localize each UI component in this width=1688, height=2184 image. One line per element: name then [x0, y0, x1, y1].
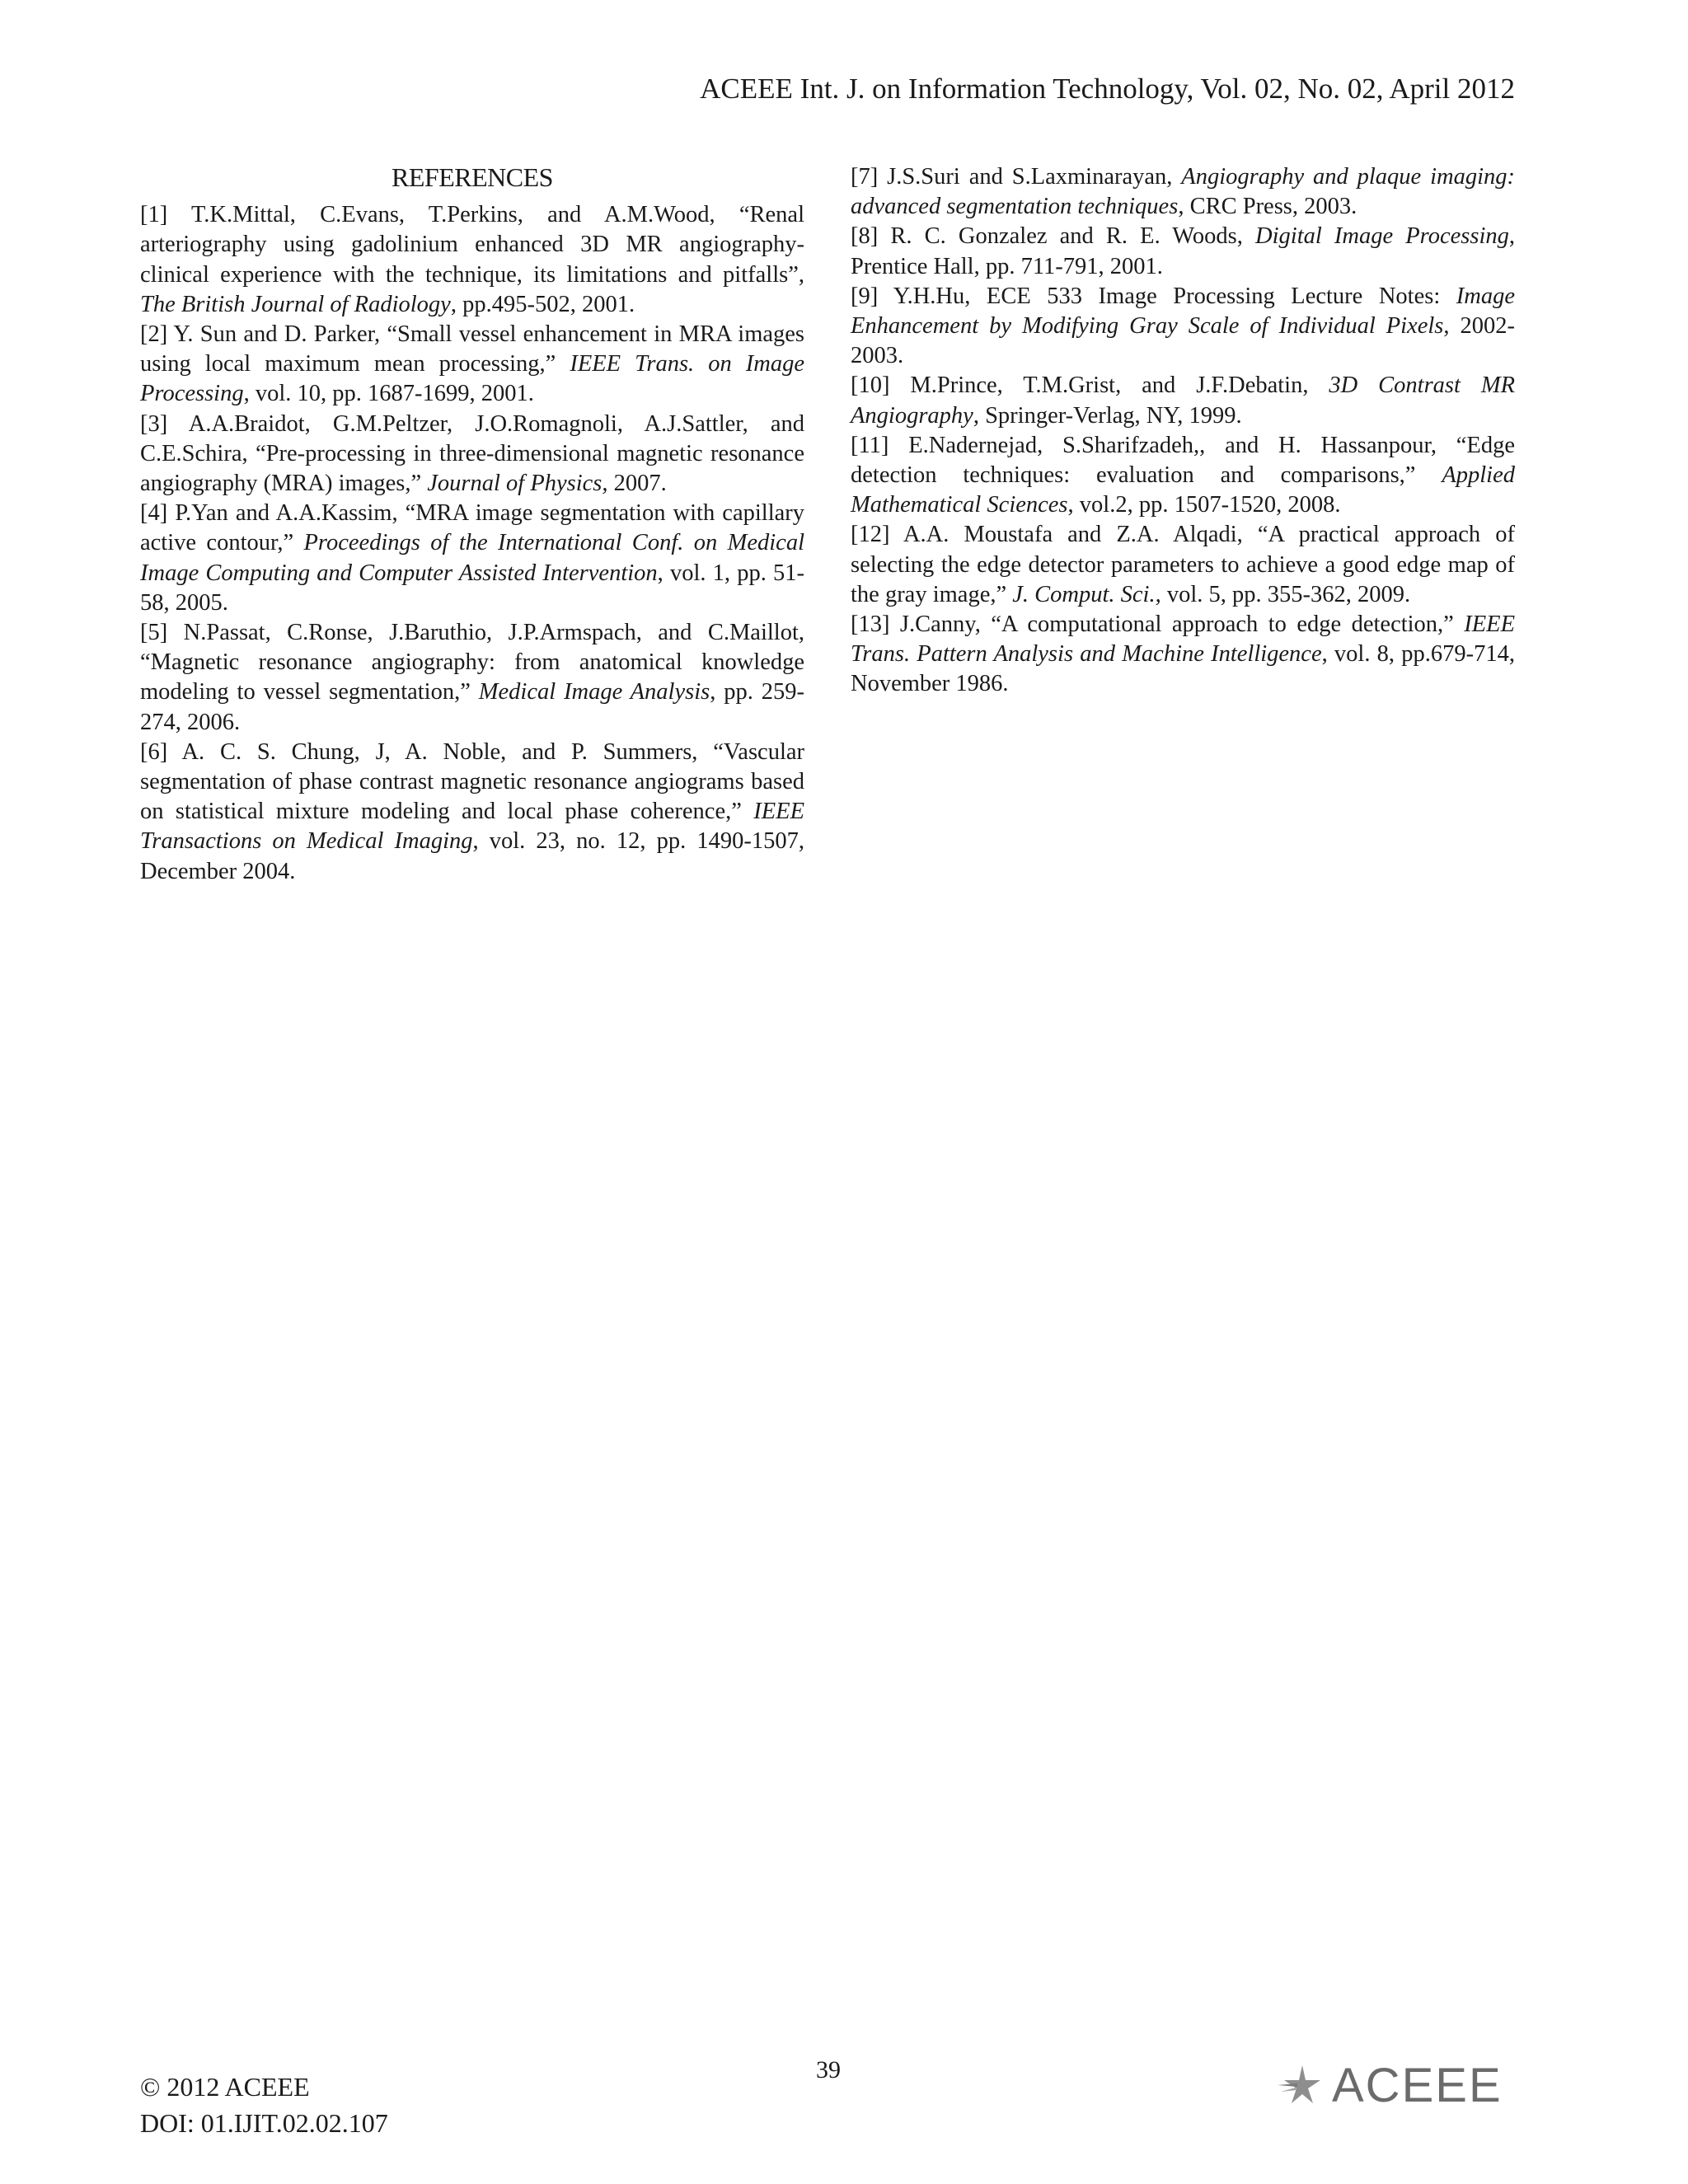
references-column-right [851, 162, 1515, 700]
copyright-text: © 2012 ACEEE [140, 2072, 310, 2102]
aceee-logo [1278, 2060, 1503, 2110]
reference-3: [3] A.A.Braidot, G.M.Peltzer, J.O.Romagnoli, A.J.Sattler, and C.E.Schira, “Pre-processing in three-dimensional magnetic resonance angiography (MRA) images,” Journal of Physics, 2007. [140, 410, 804, 497]
reference-7: [7] J.S.Suri and S.Laxminarayan, Angiography and plaque imaging: advanced segmentation techniques, CRC Press, 2003. [851, 164, 1515, 220]
reference-10: [10] M.Prince, T.M.Grist, and J.F.Debatin, 3D Contrast MR Angiography, Springer-Verlag, NY, 1999. [851, 373, 1515, 429]
reference-11: [11] E.Nadernejad, S.Sharifzadeh,, and H. Hassanpour, “Edge detection techniques: evaluation and comparisons,” Applied Mathematical Sciences, vol.2, pp. 1507-1520, 2008. [851, 432, 1515, 518]
reference-9: [9] Y.H.Hu, ECE 533 Image Processing Lecture Notes: Image Enhancement by Modifying Gray Scale of Individual Pixels, 2002-2003. [851, 283, 1515, 369]
journal-header: ACEEE Int. J. on Information Technology, Vol. 02, No. 02, April 2012 [700, 73, 1515, 105]
reference-6: [6] A. C. S. Chung, J, A. Noble, and P. Summers, “Vascular segmentation of phase contrast magnetic resonance angiograms based on statistical mixture modeling and local phase coherence,” IEEE Transactions on Medical Imaging, vol. 23, no. 12, pp. 1490-1507, December 2004. [140, 738, 804, 884]
references-heading: REFERENCES [392, 162, 553, 192]
reference-5: [5] N.Passat, C.Ronse, J.Baruthio, J.P.Armspach, and C.Maillot, “Magnetic resonance angiography: from anatomical knowledge modeling to vessel segmentation,” Medical Image Analysis, pp. 259-274, 2006. [140, 620, 804, 735]
reference-13: [13] J.Canny, “A computational approach to edge detection,” IEEE Trans. Pattern Analysis and Machine Intelligence, vol. 8, pp.679-714, November 1986. [851, 612, 1515, 697]
reference-4: [4] P.Yan and A.A.Kassim, “MRA image segmentation with capillary active contour,” Proceedings of the International Conf. on Medical Image Computing and Computer Assisted Intervention, vol. 1, pp. 51-58, 2005. [140, 500, 804, 616]
doi-text: DOI: 01.IJIT.02.02.107 [140, 2108, 388, 2138]
star-icon [1278, 2062, 1329, 2108]
reference-1: [1] T.K.Mittal, C.Evans, T.Perkins, and A.M.Wood, “Renal arteriography using gadolinium enhanced 3D MR angiography-clinical experience with the technique, its limitations and pitfalls”, The British Journal of Radiology, pp.495-502, 2001. [140, 202, 804, 317]
references-column-left [140, 162, 804, 887]
footer-info [140, 2069, 388, 2141]
reference-8: [8] R. C. Gonzalez and R. E. Woods, Digital Image Processing, Prentice Hall, pp. 711-791, 2001. [851, 223, 1515, 279]
page-number: 39 [816, 2056, 841, 2083]
logo-wordmark: ACEEE [1332, 2058, 1503, 2112]
reference-12: [12] A.A. Moustafa and Z.A. Alqadi, “A practical approach of selecting the edge detector parameters to achieve a good edge map of the gray image,” J. Comput. Sci., vol. 5, pp. 355-362, 2009. [851, 522, 1515, 607]
reference-2: [2] Y. Sun and D. Parker, “Small vessel enhancement in MRA images using local maximum mean processing,” IEEE Trans. on Image Processing, vol. 10, pp. 1687-1699, 2001. [140, 321, 804, 407]
